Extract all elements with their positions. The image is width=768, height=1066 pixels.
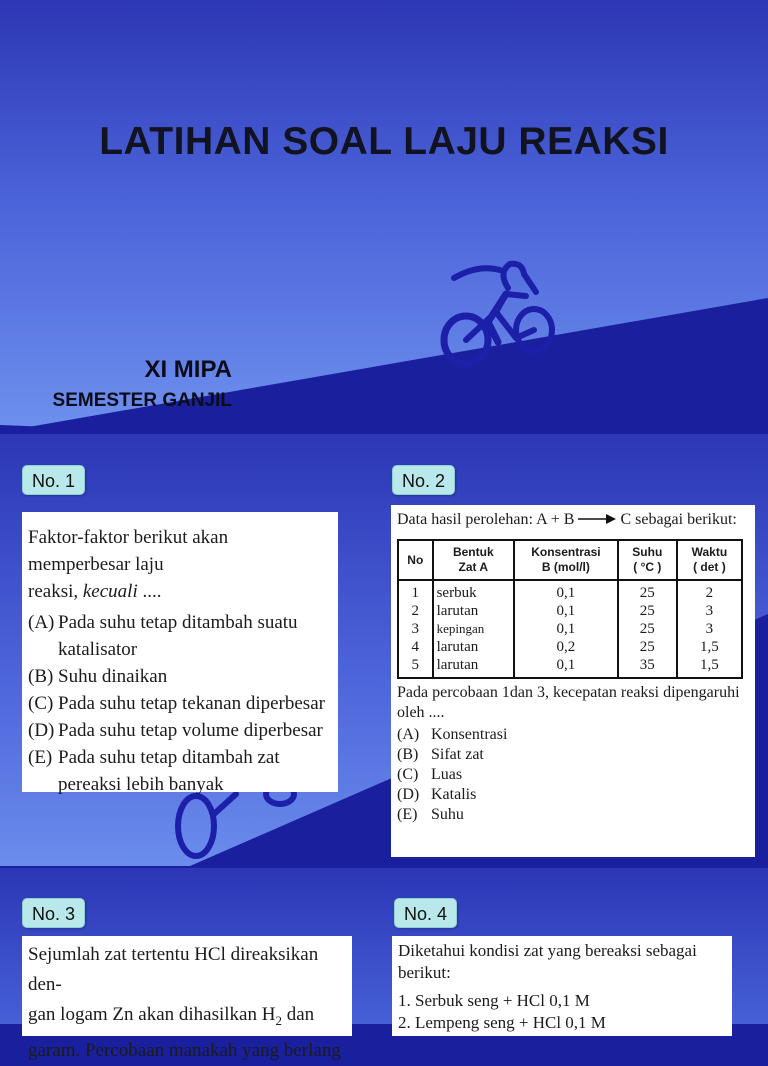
cell-konsentrasi: 0,1 (514, 656, 618, 678)
cell-bentuk: larutan (433, 656, 514, 678)
questions-slide-1-2 (0, 434, 768, 866)
option-item[interactable] (28, 690, 328, 717)
option-item[interactable] (28, 663, 328, 690)
data-table (397, 539, 743, 679)
question-3-line-1: Sejumlah zat tertentu HCl direaksikan den- (28, 944, 319, 995)
table-header-row (398, 540, 742, 580)
class-label: XI MIPA (144, 356, 232, 383)
cell-suhu: 25 (618, 638, 677, 656)
option-item[interactable] (397, 785, 747, 805)
question-4-card (392, 936, 732, 1036)
cell-no: 3 (398, 620, 433, 638)
cell-suhu: 25 (618, 580, 677, 602)
option-key: (D) (28, 720, 55, 741)
column-header-label: ( °C ) (633, 560, 662, 574)
question-1-stem-emphasis: kecuali (82, 581, 138, 602)
question-3-line-2-start: gan logam Zn akan dihasilkan (28, 1004, 262, 1025)
title-slide-dark-wedge (0, 0, 768, 432)
column-header-label: No (407, 552, 424, 567)
cell-konsentrasi: 0,1 (514, 602, 618, 620)
option-text: Sifat zat (431, 746, 484, 763)
cell-suhu: 25 (618, 620, 677, 638)
option-text: Pada suhu tetap ditambah zat pereaksi lebih banyak (58, 747, 280, 795)
cell-no: 2 (398, 602, 433, 620)
cell-bentuk: kepingan (433, 620, 514, 638)
cell-waktu: 1,5 (677, 638, 742, 656)
column-header-konsentrasi (514, 540, 618, 580)
option-text: Katalis (431, 786, 477, 803)
option-text: Suhu (431, 806, 464, 823)
cell-bentuk: larutan (433, 638, 514, 656)
cell-konsentrasi: 0,1 (514, 620, 618, 638)
column-header-bentuk (433, 540, 514, 580)
formula-subscript: 2 (275, 1012, 282, 1028)
option-key: (C) (397, 766, 419, 783)
option-key: (A) (28, 612, 55, 633)
cell-konsentrasi: 0,1 (514, 580, 618, 602)
option-key: (D) (397, 786, 420, 803)
option-item[interactable] (28, 609, 328, 663)
question-2-question: Pada percobaan 1dan 3, kecepatan reaksi dipengaruhi oleh .... (397, 684, 740, 721)
questions-slide-3-4 (0, 868, 768, 1061)
option-item[interactable] (397, 745, 747, 765)
column-header-label: B (mol/l) (541, 560, 590, 574)
list-item: 1. Serbuk seng + HCl 0,1 M (398, 991, 590, 1010)
question-4-intro: Diketahui kondisi zat yang bereaksi sebagai berikut: (398, 941, 697, 982)
cell-waktu: 1,5 (677, 656, 742, 678)
question-2-intro-end: C sebagai berikut: (616, 511, 737, 528)
option-key: (E) (397, 806, 418, 823)
page-title: LATIHAN SOAL LAJU REAKSI (99, 120, 669, 163)
column-header-waktu (677, 540, 742, 580)
option-key: (A) (397, 726, 420, 743)
option-item[interactable] (397, 765, 747, 785)
option-text: Pada suhu tetap volume diperbesar (58, 720, 323, 741)
cell-konsentrasi: 0,2 (514, 638, 618, 656)
question-2-intro (397, 510, 747, 529)
option-key: (B) (28, 666, 54, 687)
question-1-options (28, 609, 328, 798)
column-header-label: Suhu (632, 545, 663, 559)
question-4-badge: No. 4 (394, 898, 457, 928)
cell-no: 1 (398, 580, 433, 602)
column-header-no (398, 540, 433, 580)
option-key: (B) (397, 746, 419, 763)
question-3-badge: No. 3 (22, 898, 85, 928)
question-3-card (22, 936, 352, 1061)
question-3-line-3: garam. Percobaan manakah yang berlang (28, 1039, 341, 1061)
option-key: (E) (28, 747, 53, 768)
option-text: Suhu dinaikan (58, 666, 168, 687)
option-text: Luas (431, 766, 463, 783)
question-2-badge: No. 2 (392, 465, 455, 495)
cell-waktu: 2 (677, 580, 742, 602)
question-3-line-2-end: dan (281, 1004, 315, 1025)
question-2-intro-start: Data hasil perolehan: A + B (397, 511, 579, 528)
cell-suhu: 35 (618, 656, 677, 678)
column-header-label: Waktu (691, 545, 728, 559)
option-item[interactable] (28, 717, 328, 744)
option-text: Konsentrasi (431, 726, 508, 743)
question-1-stem-line-2: reaksi, (28, 581, 83, 602)
column-header-label: Konsentrasi (531, 545, 601, 559)
question-1-stem-line-1: Faktor-faktor berikut akan memperbesar laju (28, 527, 229, 575)
option-item[interactable] (28, 744, 328, 798)
cell-waktu: 3 (677, 602, 742, 620)
semester-label: SEMESTER GANJIL (52, 390, 232, 411)
option-item[interactable] (397, 805, 747, 825)
table-row (398, 638, 742, 656)
question-1-badge: No. 1 (22, 465, 85, 495)
table-row (398, 656, 742, 678)
question-1-stem-line-2-end: .... (137, 581, 162, 602)
question-1-card (22, 512, 338, 795)
chemical-formula: H (261, 1004, 276, 1025)
question-2-options (397, 725, 747, 825)
cell-suhu: 25 (618, 602, 677, 620)
cyclist-icon (438, 252, 562, 372)
table-row (398, 602, 742, 620)
table-row (398, 580, 742, 602)
option-item[interactable] (397, 725, 747, 745)
list-item: 2. Lempeng seng + HCl 0,1 M (398, 1013, 606, 1032)
cell-waktu: 3 (677, 620, 742, 638)
arrow-right-icon (578, 514, 616, 524)
cell-bentuk: serbuk (433, 580, 514, 602)
column-header-suhu (618, 540, 677, 580)
question-2-card (391, 505, 755, 857)
column-header-label: Zat A (458, 560, 489, 574)
cell-bentuk: larutan (433, 602, 514, 620)
title-slide (0, 0, 768, 432)
cell-no: 4 (398, 638, 433, 656)
option-text: Pada suhu tetap ditambah suatu katalisator (58, 612, 298, 660)
table-row (398, 620, 742, 638)
question-1-stem (28, 524, 328, 605)
cell-no: 5 (398, 656, 433, 678)
option-key: (C) (28, 693, 54, 714)
column-header-label: ( det ) (693, 560, 726, 574)
question-3-line-2 (28, 1000, 346, 1036)
option-text: Pada suhu tetap tekanan diperbesar (58, 693, 325, 714)
column-header-label: Bentuk (452, 545, 494, 559)
